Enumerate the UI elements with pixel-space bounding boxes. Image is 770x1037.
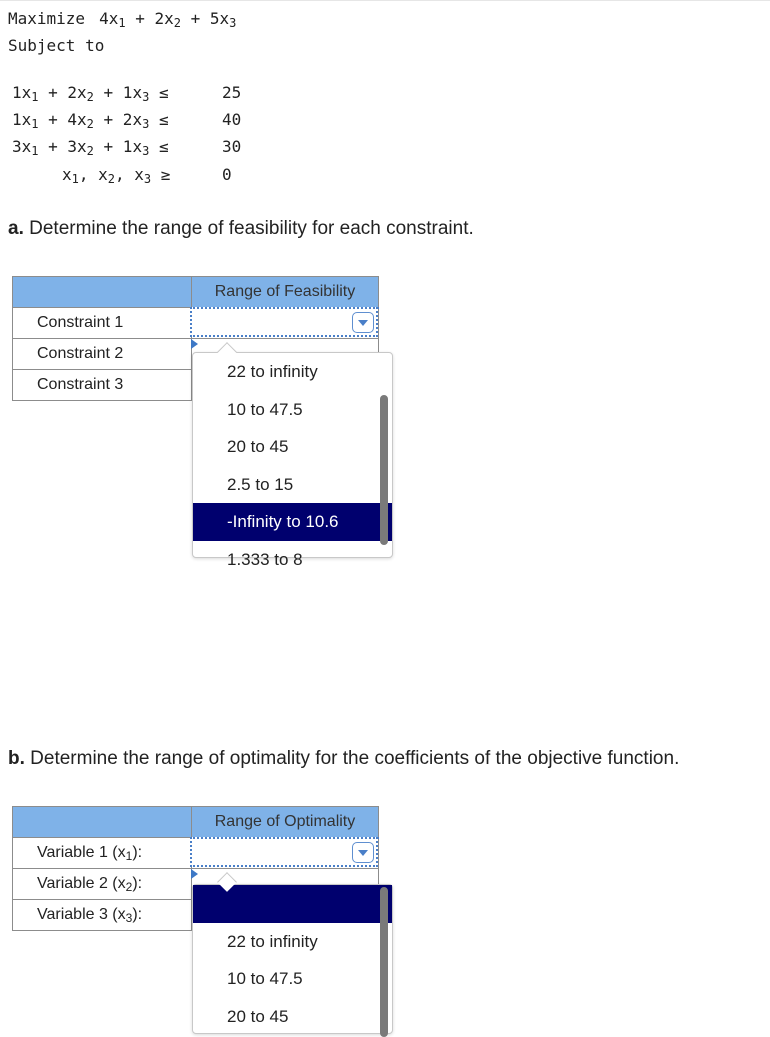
nn-sub-1: 1 bbox=[71, 172, 79, 186]
nn-x2: x bbox=[98, 165, 108, 184]
nn-sep-2: , bbox=[115, 165, 135, 184]
subject-to-label: Subject to bbox=[8, 36, 105, 55]
c2-term-1: 1x bbox=[12, 110, 32, 129]
nn-sep-1: , bbox=[78, 165, 99, 184]
feasibility-header-blank bbox=[13, 277, 192, 308]
c2-term-2: + 4x bbox=[38, 110, 87, 129]
part-a-letter: a. bbox=[8, 218, 24, 239]
objective-sub-1: 1 bbox=[118, 16, 126, 30]
optimality-column-header: Range of Optimality bbox=[192, 807, 379, 838]
variable-3-label bbox=[13, 900, 192, 931]
v1-text: Variable 1 (x bbox=[37, 843, 126, 861]
c1-sub-3: 3 bbox=[142, 90, 150, 104]
objective-sub-3: 3 bbox=[229, 16, 237, 30]
variable-2-label bbox=[13, 869, 192, 900]
v2-end: ): bbox=[132, 874, 143, 892]
nn-x1: x bbox=[62, 165, 72, 184]
optimality-select-1[interactable] bbox=[190, 837, 378, 867]
v2-sub: 2 bbox=[125, 879, 133, 894]
c1-rhs: 25 bbox=[222, 83, 242, 102]
pointer-marker-icon bbox=[191, 869, 198, 879]
objective-term-1: 4x bbox=[99, 9, 119, 28]
top-divider bbox=[0, 0, 770, 1]
part-a-question bbox=[8, 218, 474, 240]
feasibility-dropdown[interactable] bbox=[192, 352, 393, 569]
dropdown-scrollbar[interactable] bbox=[380, 395, 388, 545]
c3-sign: ≤ bbox=[149, 137, 169, 156]
chevron-down-icon[interactable] bbox=[352, 312, 374, 333]
v3-end: ): bbox=[132, 905, 143, 923]
nn-x3: x bbox=[134, 165, 144, 184]
v3-text: Variable 3 (x bbox=[37, 905, 126, 923]
objective-sub-2: 2 bbox=[173, 16, 181, 30]
constraint-1-label: Constraint 1 bbox=[13, 308, 192, 339]
objective-term-3: + 5x bbox=[180, 9, 230, 28]
v2-text: Variable 2 (x bbox=[37, 874, 126, 892]
dropdown-option[interactable]: 2.5 to 15 bbox=[227, 474, 294, 494]
maximize-label: Maximize bbox=[8, 9, 86, 28]
feasibility-column-header: Range of Feasibility bbox=[192, 277, 379, 308]
chevron-down-icon[interactable] bbox=[352, 842, 374, 863]
constraint-3 bbox=[8, 137, 242, 161]
constraint-3-label: Constraint 3 bbox=[13, 370, 192, 401]
c1-term-1: 1x bbox=[12, 83, 32, 102]
objective-term-2: + 2x bbox=[125, 9, 174, 28]
nonnegativity bbox=[8, 165, 232, 189]
dropdown-option[interactable]: 22 to infinity bbox=[227, 931, 318, 951]
optimality-dropdown[interactable] bbox=[192, 884, 393, 1034]
variable-1-label bbox=[13, 838, 192, 869]
dropdown-option[interactable]: 1.333 to 8 bbox=[227, 549, 303, 569]
c1-term-3: + 1x bbox=[93, 83, 143, 102]
c1-term-2: + 2x bbox=[38, 83, 87, 102]
nn-sub-2: 2 bbox=[107, 172, 116, 186]
part-a-text: Determine the range of feasibility for each constraint. bbox=[23, 218, 474, 239]
dropdown-option[interactable]: 20 to 45 bbox=[227, 1006, 289, 1026]
dropdown-option-selected[interactable]: -Infinity to 10.6 bbox=[193, 503, 392, 541]
v1-end: ): bbox=[132, 843, 143, 861]
c3-sub-2: 2 bbox=[86, 144, 94, 158]
part-b-text: Determine the range of optimality for the coefficients of the objective function. bbox=[24, 748, 680, 769]
v1-sub: 1 bbox=[125, 848, 133, 863]
c3-term-2: + 3x bbox=[38, 137, 87, 156]
c1-sign: ≤ bbox=[149, 83, 169, 102]
v3-sub: 3 bbox=[125, 910, 133, 925]
c2-sign: ≤ bbox=[149, 110, 169, 129]
c2-sub-2: 2 bbox=[86, 117, 94, 131]
constraint-1 bbox=[8, 83, 242, 107]
c2-sub-1: 1 bbox=[31, 117, 39, 131]
optimality-header-blank bbox=[13, 807, 192, 838]
dropdown-option[interactable]: 20 to 45 bbox=[227, 437, 289, 456]
c1-sub-2: 2 bbox=[86, 90, 94, 104]
nn-sub-3: 3 bbox=[143, 172, 152, 186]
dropdown-option[interactable]: 10 to 47.5 bbox=[227, 399, 303, 419]
dropdown-option[interactable]: 10 to 47.5 bbox=[227, 969, 303, 988]
objective-function bbox=[8, 9, 236, 30]
nn-rhs: 0 bbox=[222, 165, 232, 184]
dropdown-option[interactable]: 22 to infinity bbox=[227, 362, 318, 381]
c2-rhs: 40 bbox=[222, 110, 242, 129]
c3-sub-3: 3 bbox=[142, 144, 150, 158]
nn-sign: ≥ bbox=[151, 165, 171, 184]
feasibility-select-1[interactable] bbox=[190, 307, 378, 337]
part-b-letter: b. bbox=[8, 748, 25, 769]
c2-term-3: + 2x bbox=[93, 110, 143, 129]
c3-sub-1: 1 bbox=[31, 144, 39, 158]
c3-rhs: 30 bbox=[222, 137, 242, 156]
c2-sub-3: 3 bbox=[142, 117, 150, 131]
dropdown-scrollbar[interactable] bbox=[380, 887, 388, 1037]
pointer-marker-icon bbox=[191, 339, 198, 349]
constraint-2 bbox=[8, 110, 242, 134]
constraint-2-label: Constraint 2 bbox=[13, 339, 192, 370]
c3-term-1: 3x bbox=[12, 137, 32, 156]
c1-sub-1: 1 bbox=[31, 90, 39, 104]
part-b-question bbox=[8, 748, 679, 770]
dropdown-option-selected[interactable] bbox=[193, 885, 392, 923]
c3-term-3: + 1x bbox=[93, 137, 143, 156]
